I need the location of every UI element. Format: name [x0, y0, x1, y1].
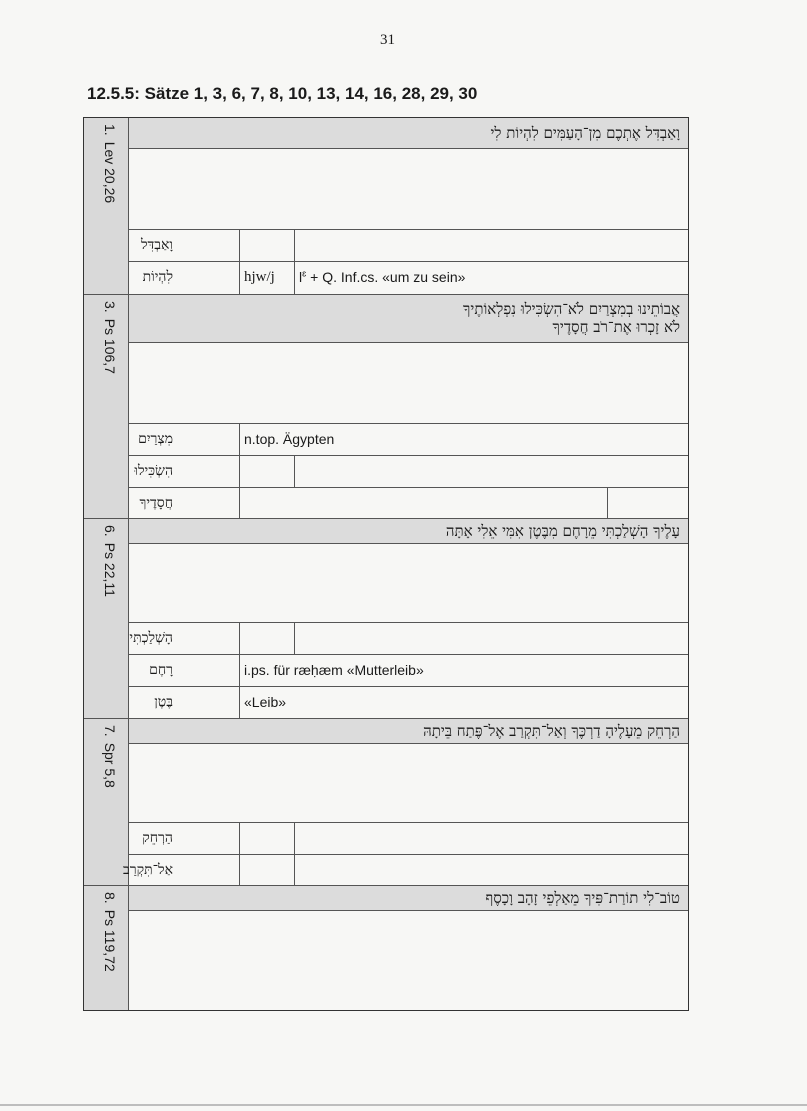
scan-edge-line — [0, 1104, 807, 1106]
sentence-side-label — [84, 118, 129, 295]
sentence-block-7 — [84, 719, 688, 886]
vocab-info: n.top. Ägypten — [239, 424, 688, 455]
exercise-sheet — [83, 117, 689, 1011]
verse-line: לֹא זָכְרוּ אֶת־רֹב חֲסָדֶיךָ — [552, 318, 680, 336]
vocab-word: הַרְחֵק — [142, 830, 173, 846]
vocab-info[interactable] — [294, 456, 688, 487]
sentence-reference: Ps 119,72 — [102, 909, 118, 972]
vocab-row — [129, 456, 688, 488]
vocab-info: «Leib» — [239, 687, 688, 718]
verse-line: טוֹב־לִי תוֹרַת־פִּיךָ מֵאַלְפֵי זָהָב וָכָסֶף — [485, 889, 680, 907]
section-heading: 12.5.5: Sätze 1, 3, 6, 7, 8, 10, 13, 14, 16, 28, 29, 30 — [87, 84, 478, 103]
sentence-block-8 — [84, 886, 688, 1010]
sentence-reference: Spr 5,8 — [102, 742, 118, 788]
sentence-number: 1. — [102, 124, 118, 136]
vocab-info: i.ps. für ræḥæm «Mutterleib» — [239, 655, 688, 686]
vocab-word: אַל־תִּקְרַב — [123, 862, 173, 878]
vocab-info[interactable] — [294, 623, 688, 654]
vocab-row — [129, 424, 688, 456]
translation-answer-area[interactable] — [129, 744, 688, 823]
vocab-info[interactable] — [294, 230, 688, 261]
sentence-number: 6. — [102, 525, 118, 537]
vocab-word: לִהְיוֹת — [142, 269, 173, 285]
vocab-row — [129, 262, 688, 295]
vocab-row — [129, 655, 688, 687]
vocab-row — [129, 687, 688, 719]
hebrew-verse — [129, 719, 688, 744]
vocab-row — [123, 855, 688, 886]
sentence-number: 7. — [102, 725, 118, 737]
sentence-block-1 — [84, 118, 688, 295]
vocab-row — [129, 623, 688, 655]
vocab-row — [129, 823, 688, 855]
sentence-side-label — [84, 295, 129, 519]
verse-line: וָאַבְדִּל אֶתְכֶם מִן־הָעַמִּים לִהְיוֹת לִי — [490, 124, 680, 142]
vocab-word: הִשְׂכִּילוּ — [134, 463, 173, 479]
sentence-side-label — [84, 519, 129, 719]
translation-answer-area[interactable] — [129, 544, 688, 623]
vocab-root[interactable] — [239, 623, 294, 654]
translation-answer-area[interactable] — [129, 343, 688, 424]
vocab-info[interactable] — [294, 855, 688, 885]
verse-line: אֲבוֹתֵינוּ בְמִצְרַיִם לֹא־הִשְׂכִּילוּ נִפְלְאוֹתֶיךָ — [463, 300, 680, 318]
sentence-block-3 — [84, 295, 688, 519]
hebrew-verse — [129, 295, 688, 343]
sentence-side-label — [84, 886, 129, 1010]
hebrew-verse — [129, 118, 688, 149]
sentence-reference: Lev 20,26 — [102, 141, 118, 204]
sentence-reference: Ps 106,7 — [102, 318, 118, 374]
vocab-root[interactable] — [239, 855, 294, 885]
sentence-number: 3. — [102, 301, 118, 313]
vocab-root[interactable] — [239, 230, 294, 261]
sentence-block-6 — [84, 519, 688, 719]
vocab-root[interactable] — [239, 823, 294, 854]
hebrew-verse — [129, 519, 688, 544]
sentence-number: 8. — [102, 892, 118, 904]
vocab-word: וָאַבְדִּל — [140, 237, 173, 253]
vocab-row — [129, 488, 688, 519]
vocab-word: בֶּטֶן — [154, 694, 173, 710]
vocab-info[interactable] — [294, 823, 688, 854]
vocab-word: חֲסָדֶיךָ — [139, 495, 173, 511]
vocab-info: $l^ɛ + Q$. Inf.cs. «um zu sein» — [294, 262, 688, 294]
translation-answer-area[interactable] — [129, 911, 688, 1010]
verse-line: עָלֶיךָ הָשְׁלַכְתִּי מֵרָחֶם מִבֶּטֶן אִמִּי אֵלִי אָתָּה — [445, 522, 680, 540]
vocab-word: הָשְׁלַכְתִּי — [129, 630, 173, 646]
hebrew-verse — [129, 886, 688, 911]
verse-line: הַרְחֵק מֵעָלֶיהָ דַרְכֶּךָ וְאַל־תִּקְרַב אֶל־פֶּתַח בֵּיתָהּ — [423, 722, 680, 740]
sentence-reference: Ps 22,11 — [102, 542, 118, 597]
vocab-row — [129, 230, 688, 262]
vocab-word: רָחֶם — [149, 662, 173, 678]
vocab-word: מִצְרַיִם — [138, 431, 173, 447]
vocab-root: hjw/j — [239, 262, 294, 294]
vocab-root[interactable] — [239, 456, 294, 487]
vocab-extra[interactable] — [607, 488, 688, 518]
translation-answer-area[interactable] — [129, 149, 688, 230]
page-number: 31 — [380, 32, 395, 48]
